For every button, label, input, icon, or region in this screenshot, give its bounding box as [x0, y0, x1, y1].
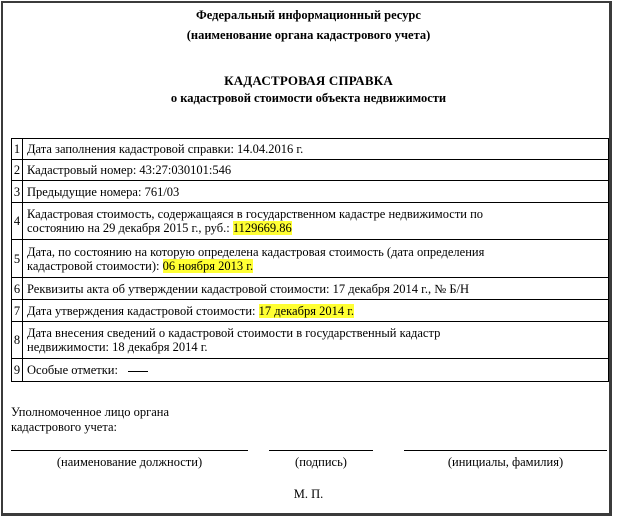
- row-number: 4: [12, 203, 23, 240]
- row-text-label: Особые отметки:: [27, 363, 118, 377]
- table-row: [12, 359, 609, 382]
- resource-name: Федеральный информационный ресурс: [196, 8, 421, 22]
- table-row: [12, 322, 609, 359]
- table-row: [12, 240, 609, 278]
- row-text-line2: недвижимости: 18 декабря 2014 г.: [27, 340, 208, 354]
- highlighted-value: 06 ноября 2013 г.: [162, 258, 254, 273]
- table-row: [12, 203, 609, 240]
- row-text: [23, 322, 609, 359]
- row-text: [23, 203, 609, 240]
- row-text: [23, 240, 609, 278]
- table-row: [12, 160, 609, 181]
- row-text: Дата заполнения кадастровой справки: 14.04.2016 г.: [23, 139, 609, 160]
- authorized-person-label-line2: кадастрового учета:: [11, 420, 117, 434]
- row-text: [23, 359, 609, 382]
- table-row: [12, 300, 609, 322]
- authorized-person-label-line1: Уполномоченное лицо органа: [11, 405, 169, 419]
- row-number: 8: [12, 322, 23, 359]
- table-row: [12, 278, 609, 300]
- row-text-line2: состоянию на 29 декабря 2015 г., руб.:: [27, 221, 233, 235]
- table-row: [12, 181, 609, 203]
- authority-caption: (наименование органа кадастрового учета): [186, 28, 431, 42]
- highlighted-value: 1129669.86: [232, 221, 292, 235]
- row-text-line1: Дата, по состоянию на которую определена кадастровая стоимость (дата определения: [27, 244, 485, 259]
- row-number: 5: [12, 240, 23, 278]
- row-number: 3: [12, 181, 23, 203]
- row-number: 2: [12, 160, 23, 181]
- position-caption: (наименование должности): [56, 455, 203, 469]
- row-text: Предыдущие номера: 761/03: [23, 181, 609, 203]
- stamp-place: М. П.: [293, 487, 324, 501]
- row-number: 1: [12, 139, 23, 160]
- row-text-line1: Дата внесения сведений о кадастровой стоимости в государственный кадастр: [27, 326, 441, 340]
- name-signature-line: [404, 450, 607, 451]
- signature-line: [269, 450, 373, 451]
- row-number: 6: [12, 278, 23, 300]
- document-subtitle: о кадастровой стоимости объекта недвижимости: [170, 91, 447, 105]
- row-text: Реквизиты акта об утверждении кадастровой стоимости: 17 декабря 2014 г., № Б/Н: [23, 278, 609, 300]
- document-title: КАДАСТРОВАЯ СПРАВКА: [224, 73, 393, 88]
- empty-value-dash: [128, 371, 148, 372]
- row-text: [23, 300, 609, 322]
- highlighted-value: 17 декабря 2014 г.: [258, 303, 355, 318]
- row-number: 7: [12, 300, 23, 322]
- table-row: [12, 139, 609, 160]
- row-number: 9: [12, 359, 23, 382]
- row-text: Кадастровый номер: 43:27:030101:546: [23, 160, 609, 181]
- row-text-label: Дата утверждения кадастровой стоимости:: [27, 303, 259, 318]
- name-caption: (инициалы, фамилия): [447, 455, 564, 469]
- position-signature-line: [11, 450, 248, 451]
- signature-caption: (подпись): [295, 455, 347, 469]
- row-text-line2: кадастровой стоимости):: [27, 258, 163, 273]
- cadastral-info-table: [11, 138, 609, 382]
- row-text-line1: Кадастровая стоимость, содержащаяся в государственном кадастре недвижимости по: [27, 207, 484, 221]
